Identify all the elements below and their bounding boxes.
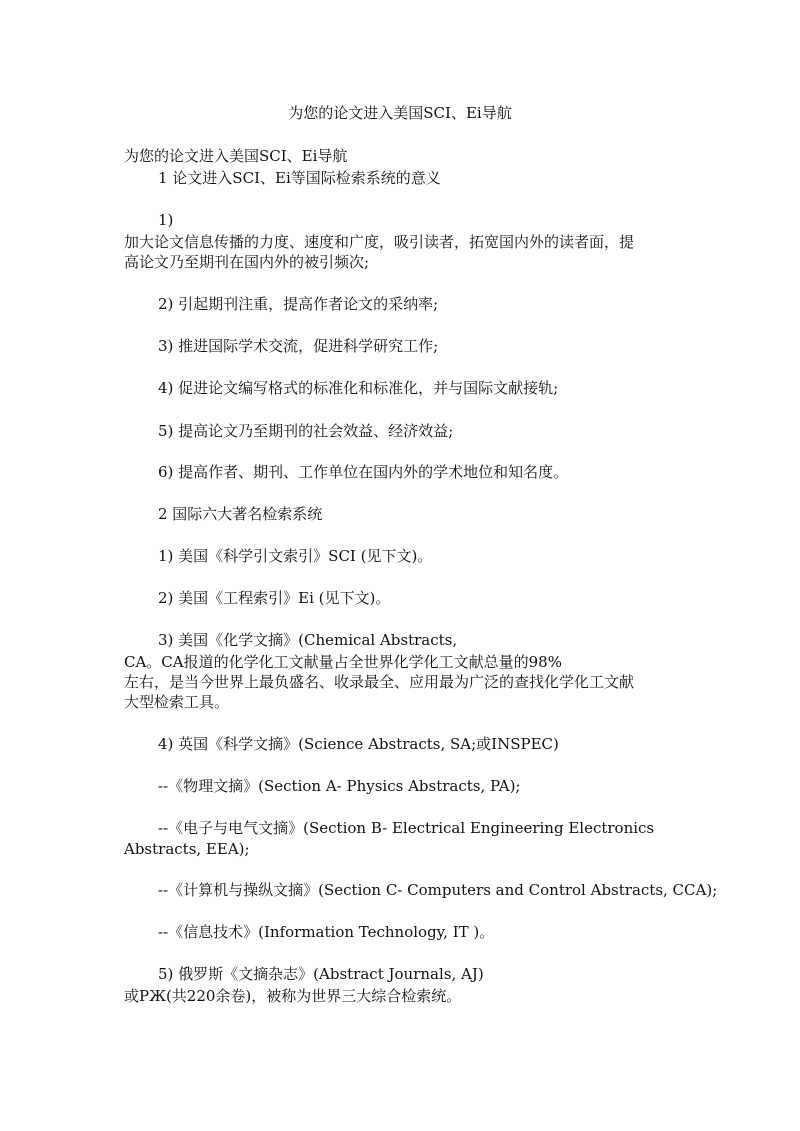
paragraph-line: 加大论文信息传播的力度、速度和广度，吸引读者，拓宽国内外的读者面，提 [124,233,635,251]
heading-line: 为您的论文进入美国SCI、Ei导航 [124,147,348,165]
list-item: 3) 美国《化学文摘》(Chemical Abstracts, [158,631,458,649]
sub-list-item: --《计算机与操纵文摘》(Section C- Computers and Control Abstracts, CCA); [158,881,718,899]
list-item: 5) 提高论文乃至期刊的社会效益、经济效益; [158,422,454,440]
paragraph-line: 高论文乃至期刊在国内外的被引频次; [124,253,370,271]
list-item: 4) 英国《科学文摘》(Science Abstracts, SA;或INSPEC) [158,735,559,753]
sub-list-item: --《物理文摘》(Section A- Physics Abstracts, PA); [158,777,521,795]
list-item: 5) 俄罗斯《文摘杂志》(Abstract Journals, AJ) [158,965,484,983]
section-heading-2: 2 国际六大著名检索系统 [158,505,323,523]
document-title: 为您的论文进入美国SCI、Ei导航 [288,104,512,122]
list-item: 2) 美国《工程索引》Ei (见下文)。 [158,589,391,607]
list-item: 2) 引起期刊注重，提高作者论文的采纳率; [158,295,439,313]
paragraph-line: 左右，是当今世界上最负盛名、收录最全、应用最为广泛的查找化学化工文献 [124,673,635,691]
list-item: 1) 美国《科学引文索引》SCI (见下文)。 [158,547,433,565]
list-item-number: 1) [158,211,174,229]
sub-list-item: --《信息技术》(Information Technology, IT )。 [158,923,495,941]
list-item: 6) 提高作者、期刊、工作单位在国内外的学术地位和知名度。 [158,463,569,481]
paragraph-line: 或PЖ(共220余卷)，被称为世界三大综合检索统。 [124,987,462,1005]
sub-list-item: --《电子与电气文摘》(Section B- Electrical Engineering Electronics [158,819,655,837]
list-item: 4) 促进论文编写格式的标准化和标准化，并与国际文献接轨; [158,379,559,397]
paragraph-line: Abstracts, EEA); [124,840,250,858]
list-item: 3) 推进国际学术交流，促进科学研究工作; [158,337,439,355]
section-heading-1: 1 论文进入SCI、Ei等国际检索系统的意义 [158,169,441,187]
paragraph-line: 大型检索工具。 [124,693,230,711]
paragraph-line: CA。CA报道的化学化工文献量占全世界化学化工文献总量的98% [124,653,562,671]
